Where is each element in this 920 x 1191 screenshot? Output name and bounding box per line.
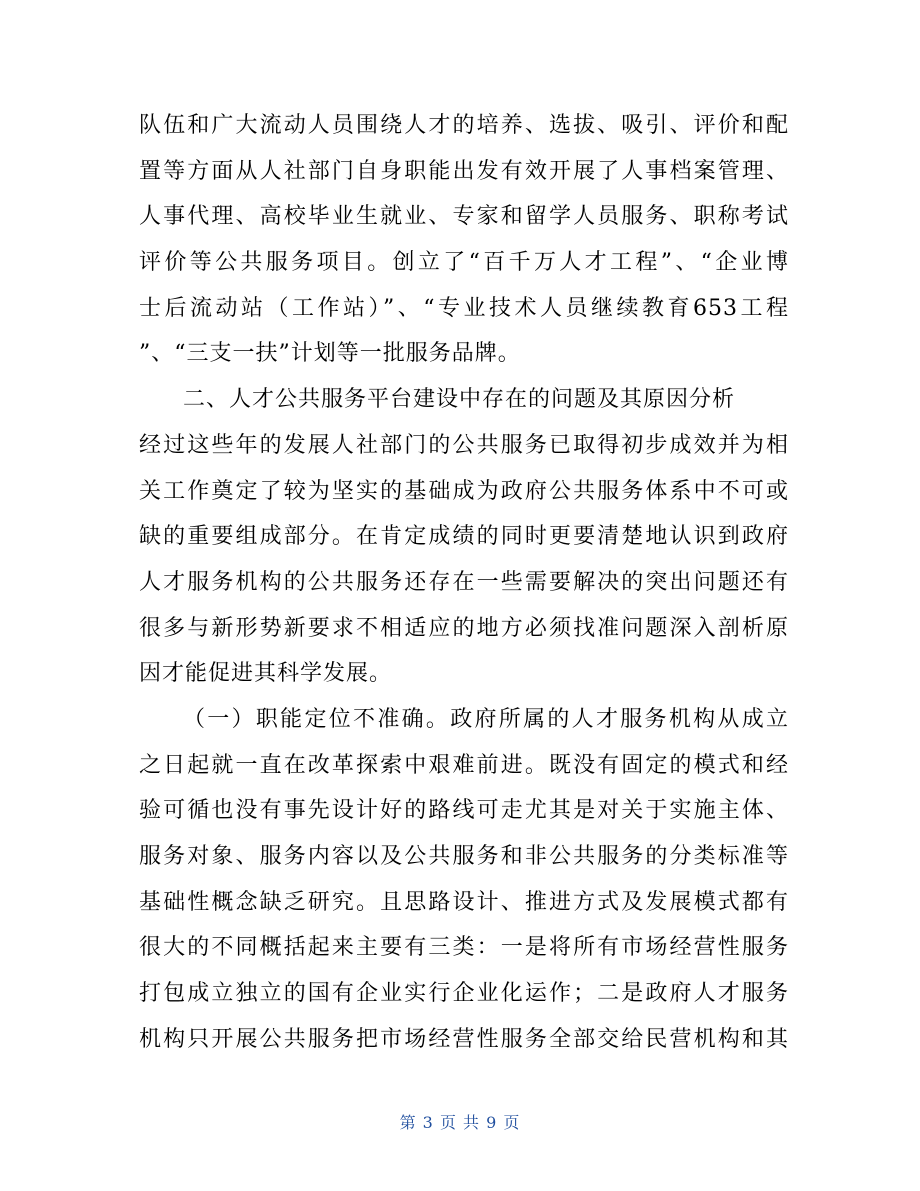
text-line: 基础性概念缺乏研究。且思路设计、推进方式及发展模式都有: [139, 889, 789, 915]
body-text: [139, 103, 789, 1062]
text-line: 服务对象、服务内容以及公共服务和非公共服务的分类标准等: [139, 844, 789, 869]
text-line: 士后流动站（工作站）”、“专业技术人员继续教育653工程: [139, 295, 789, 321]
text-line: 打包成立独立的国有企业实行企业化运作；二是政府人才服务: [139, 981, 789, 1007]
text-line: 因才能促进其科学发展。: [139, 661, 393, 687]
text-line: 缺的重要组成部分。在肯定成绩的同时更要清楚地认识到政府: [139, 524, 789, 550]
text-line: 评价等公共服务项目。创立了“百千万人才工程”、“企业博: [139, 250, 789, 276]
text-line: 验可循也没有事先设计好的路线可走尤其是对关于实施主体、: [139, 798, 789, 824]
text-line: 机构只开展公共服务把市场经营性服务全部交给民营机构和其: [139, 1026, 789, 1052]
text-line: 关工作奠定了较为坚实的基础成为政府公共服务体系中不可或: [139, 478, 789, 504]
text-line: 人才服务机构的公共服务还存在一些需要解决的突出问题还有: [139, 569, 789, 595]
text-line: 队伍和广大流动人员围绕人才的培养、选拔、吸引、评价和配: [139, 113, 789, 138]
text-line: ”、“三支一扶”计划等一批服务品牌。: [139, 341, 521, 367]
text-line: 之日起就一直在改革探索中艰难前进。既没有固定的模式和经: [139, 752, 789, 778]
text-line: 经过这些年的发展人社部门的公共服务已取得初步成效并为相: [139, 432, 789, 458]
page-number-footer: 第 3 页 共 9 页: [399, 1113, 521, 1132]
text-line: （一）职能定位不准确。政府所属的人才服务机构从成立: [183, 706, 789, 732]
text-line: 很大的不同概括起来主要有三类：一是将所有市场经营性服务: [139, 935, 789, 961]
text-line: 置等方面从人社部门自身职能出发有效开展了人事档案管理、: [139, 158, 789, 184]
text-line: 很多与新形势新要求不相适应的地方必须找准问题深入剖析原: [139, 615, 789, 641]
text-line: 二、人才公共服务平台建设中存在的问题及其原因分析: [183, 387, 736, 413]
text-line: 人事代理、高校毕业生就业、专家和留学人员服务、职称考试: [139, 204, 789, 230]
